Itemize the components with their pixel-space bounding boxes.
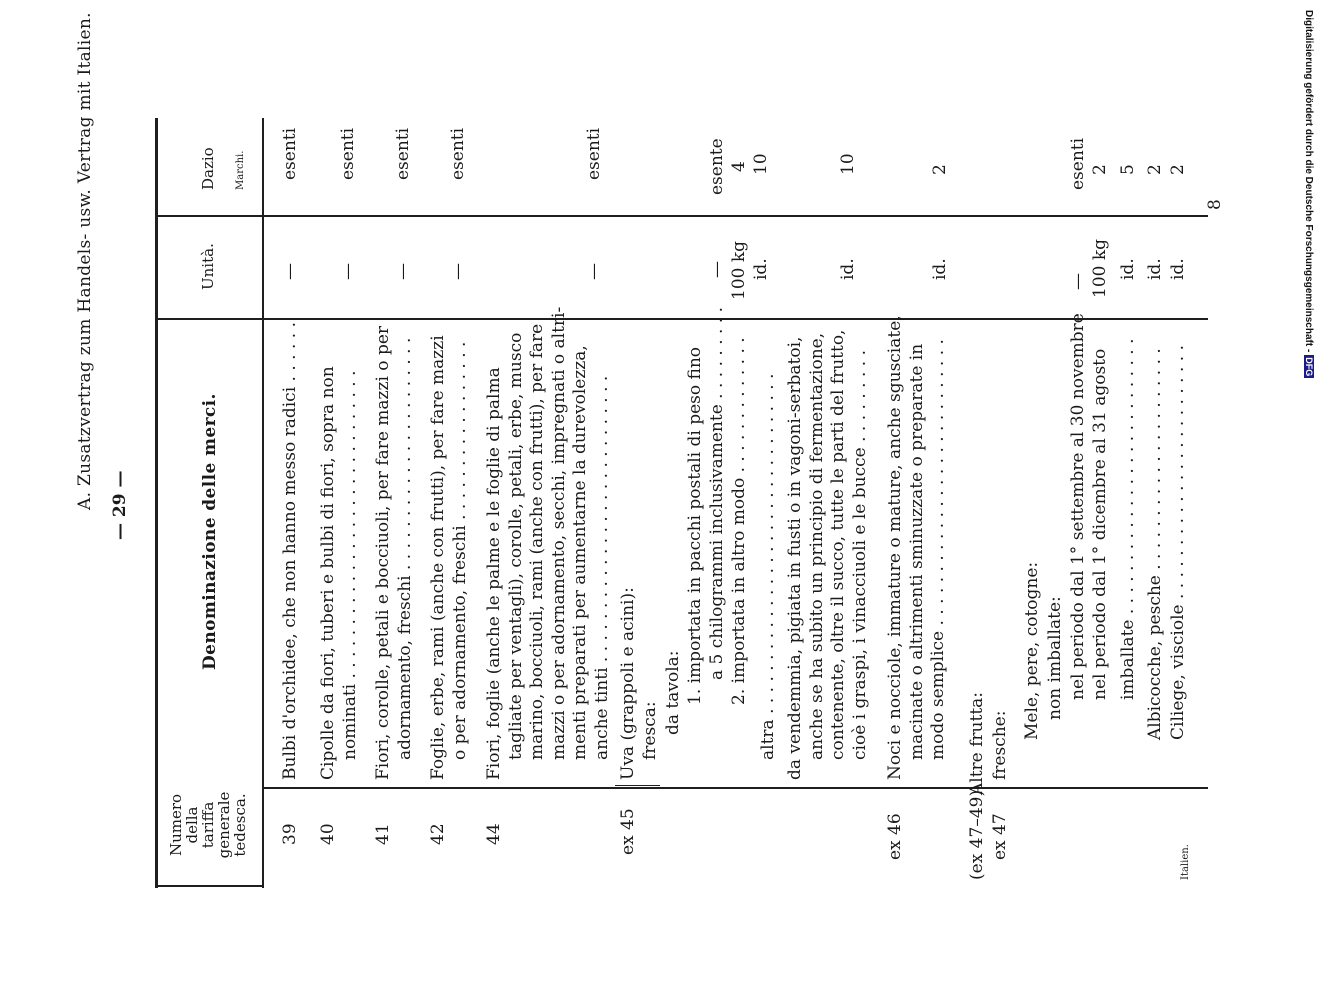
row-47-desc-1: Altre frutta: bbox=[967, 691, 987, 795]
footer-left-mark: Italien. bbox=[1180, 844, 1191, 880]
row-44-desc-6: anche tinti . . . . . . . . . . . . . . . . . . . . . . . . . . . bbox=[591, 375, 612, 760]
row-45-duty-4: 10 bbox=[838, 153, 858, 175]
row-44-desc-2: tagliate per ventagli), corolle, petali, erbe, musco bbox=[505, 332, 526, 760]
row-45-unit-2: 100 kg bbox=[729, 240, 749, 300]
row-45-unit-3: id. bbox=[751, 258, 771, 280]
row-39-desc: Bulbi d'orchidee, che non hanno messo radici . . . . . . bbox=[280, 322, 300, 780]
row-46-number: ex 46 bbox=[885, 813, 905, 860]
row-46-desc-1: Noci e nocciole, immature o mature, anche sgusciate, bbox=[885, 315, 905, 780]
row-40-duty: esenti bbox=[338, 127, 358, 180]
row-47-desc-3: Mele, pere, cotogne: bbox=[1022, 561, 1042, 740]
row-45-desc-5: a 5 chilogrammi inclusivamente . . . . . . . . . bbox=[707, 306, 727, 680]
row-46-unit: id. bbox=[930, 258, 950, 280]
row-40-desc-1: Cipolle da fiori, tuberi e bulbi di fiori, sopra non bbox=[318, 366, 338, 780]
row-44-desc-1: Fiori, foglie (anche le palme e le foglie di palma bbox=[484, 367, 504, 780]
row-47-unit-4: id. bbox=[1145, 258, 1165, 280]
row-45-desc-10: contenente, oltre il succo, tutte le parti del frutto, bbox=[828, 329, 848, 760]
row-41-duty: esenti bbox=[393, 127, 413, 180]
row-45-number: ex 45 bbox=[618, 808, 638, 855]
row-47-desc-4: non imballate: bbox=[1045, 596, 1065, 720]
row-45-desc-3: da tavola: bbox=[663, 650, 683, 735]
row-42-number: 42 bbox=[428, 823, 448, 845]
row-46-desc-2: macinate o altrimenti sminuzzate o preparate in bbox=[906, 343, 927, 760]
row-44-desc-4: mazzi o per adornamento, secchi, impregnati o altri- bbox=[548, 306, 569, 760]
row-42-desc-1: Foglie, erbe, rami (anche con frutti), per fare mazzi bbox=[428, 335, 448, 780]
row-41-desc-2: adornamento, freschi . . . . . . . . . . . . . . . . . . . . . . bbox=[394, 337, 415, 760]
row-44-desc-5: menti preparati per aumentarne la durevolezza, bbox=[570, 345, 590, 760]
row-47-desc-6: nel periodo dal 1° dicembre al 31 agosto bbox=[1090, 348, 1110, 700]
row-45-duty-3: 10 bbox=[751, 153, 771, 175]
row-45-desc-11: cioè i graspi, i vinacciuoli e le bucce . . . . . . . . . bbox=[850, 350, 870, 760]
dfg-logo: DFG bbox=[1304, 357, 1314, 377]
row-45-desc-9: anche se ha subito un principio di fermentazione, bbox=[807, 332, 827, 760]
row-45-desc-8: da vendemmia, pigiata in fusti o in vagoni-serbatoi, bbox=[785, 336, 805, 780]
row-40-desc-2: nominati . . . . . . . . . . . . . . . . . . . . . . . . . . . . . bbox=[339, 370, 360, 760]
row-40-unit: — bbox=[338, 263, 358, 280]
row-44-desc-3: marino, bocciuoli, rami (anche con frutti), per fare bbox=[527, 323, 547, 760]
row-41-unit: — bbox=[393, 263, 413, 280]
dfg-credit bbox=[1303, 10, 1314, 378]
row-47-desc-9: Ciliege, visciole . . . . . . . . . . . . . . . . . . . . . . . . bbox=[1168, 345, 1188, 740]
row-42-duty: esenti bbox=[448, 127, 468, 180]
row-42-unit: — bbox=[448, 263, 468, 280]
row-40-number: 40 bbox=[318, 823, 338, 845]
row-45-duty-1: esente bbox=[707, 138, 727, 195]
row-47-desc-2: fresche: bbox=[990, 710, 1010, 780]
row-39-unit: — bbox=[280, 263, 300, 280]
row-47-unit-1: — bbox=[1068, 273, 1088, 290]
row-46-desc-3: modo semplice . . . . . . . . . . . . . . . . . . . . . . . . . . . bbox=[928, 339, 948, 760]
row-47-unit-3: id. bbox=[1118, 258, 1138, 280]
row-47-duty-5: 2 bbox=[1168, 164, 1188, 175]
row-45-unit-4: id. bbox=[838, 258, 858, 280]
running-title: A. Zusatzvertrag zum Handels- usw. Vertrag mit Italien. bbox=[75, 12, 95, 510]
row-47-duty-1: esenti bbox=[1068, 137, 1088, 190]
row-47-unit-2: 100 kg bbox=[1090, 238, 1110, 298]
row-47-duty-2: 2 bbox=[1090, 164, 1110, 175]
dfg-credit-text: Digitalisierung gefördert durch die Deutsche Forschungsgemeinschaft - bbox=[1303, 10, 1314, 353]
row-39-number: 39 bbox=[280, 823, 300, 845]
row-44-unit: — bbox=[584, 263, 604, 280]
row-45-desc-2: fresca: bbox=[640, 701, 660, 760]
row-47-desc-7: imballate . . . . . . . . . . . . . . . . . . . . . . . . . . bbox=[1118, 338, 1138, 700]
header-denominazione: Denominazione delle merci. bbox=[200, 393, 220, 670]
row-47-desc-5: nel periodo dal 1° settembre al 30 novembre bbox=[1068, 313, 1088, 700]
row-47-unit-5: id. bbox=[1168, 258, 1188, 280]
header-numero: Numero della tariffa generale tedesca. bbox=[167, 791, 249, 859]
page-number: — 29 — bbox=[110, 470, 130, 540]
footer-right-mark: 8 bbox=[1205, 199, 1225, 210]
row-47-desc-8: Albicocche, pesche . . . . . . . . . . . . . . . . . . . . . bbox=[1145, 348, 1165, 740]
row-47-49-number: (ex 47–49) bbox=[967, 789, 987, 880]
row-41-desc-1: Fiori, corolle, petali e bocciuoli, per fare mazzi o per bbox=[373, 325, 393, 780]
row-44-number: 44 bbox=[484, 823, 504, 845]
row-42-desc-2: o per adornamento, freschi . . . . . . . . . . . . . . . . . bbox=[449, 341, 470, 760]
row-47-duty-4: 2 bbox=[1145, 164, 1165, 175]
row-47-duty-3: 5 bbox=[1118, 164, 1138, 175]
header-marchi: Marchi. bbox=[235, 150, 246, 190]
row-45-duty-2: 4 bbox=[729, 161, 749, 172]
row-45-desc-1: Uva (grappoli e acini): bbox=[618, 587, 638, 780]
header-unita: Unità. bbox=[199, 243, 217, 290]
row-41-number: 41 bbox=[373, 823, 393, 845]
row-47-number: ex 47 bbox=[990, 813, 1010, 860]
row-45-desc-4: 1. importata in pacchi postali di peso fino bbox=[685, 346, 705, 705]
header-dazio: Dazio bbox=[199, 147, 217, 190]
row-44-duty: esenti bbox=[584, 127, 604, 180]
row-45-desc-7: altra . . . . . . . . . . . . . . . . . . . . . . . . . . . . . . . . bbox=[758, 373, 778, 760]
row-45-unit-1: — bbox=[707, 261, 727, 278]
row-39-duty: esenti bbox=[280, 127, 300, 180]
row-45-desc-6: 2. importata in altro modo . . . . . . . . . . . . . bbox=[729, 337, 749, 705]
row-46-duty: 2 bbox=[930, 164, 950, 175]
